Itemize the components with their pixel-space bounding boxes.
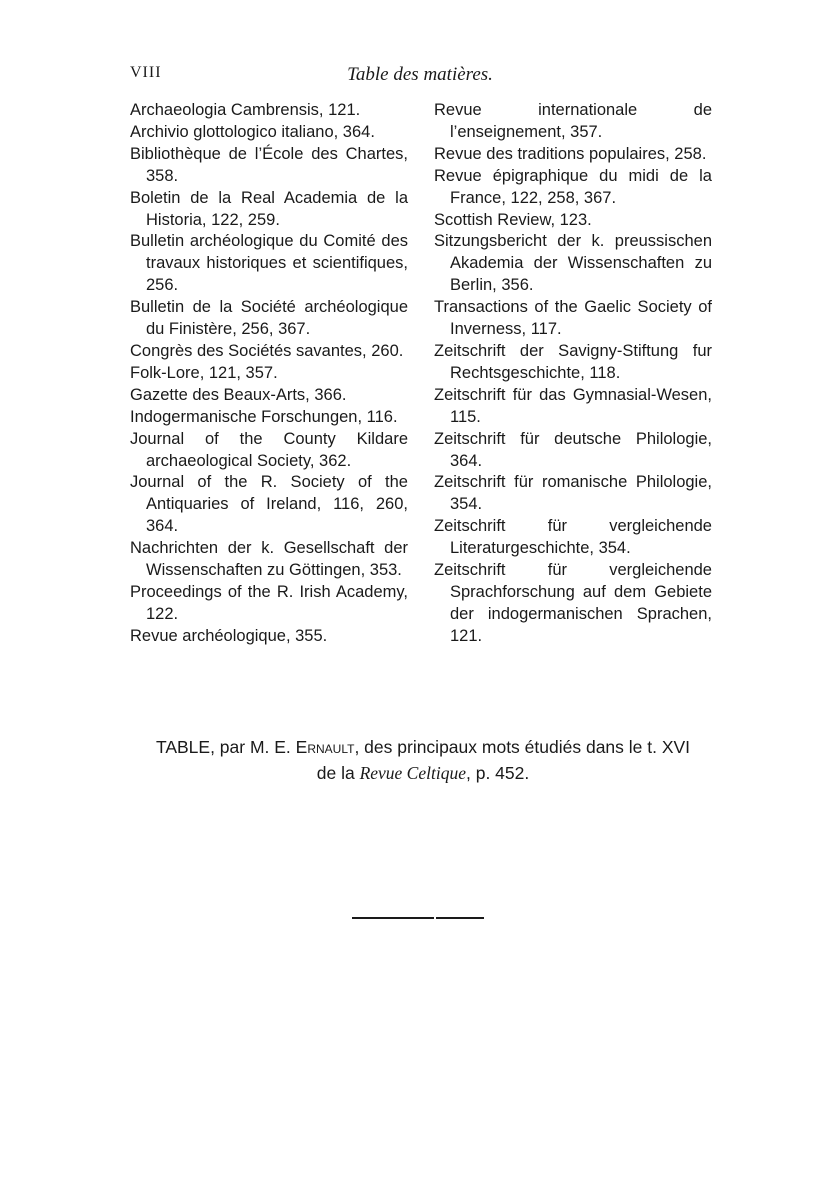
index-entry: Revue archéologique, 355.	[130, 626, 328, 645]
running-head	[130, 64, 710, 88]
table-note-author: Ernault	[295, 737, 355, 757]
table-note	[128, 734, 718, 786]
index-entry: Boletin de la Real Academia de la Historia, 122, 259.	[130, 188, 408, 229]
table-note-line-1	[128, 734, 718, 760]
index-entry: Indogermanische Forschungen, 116.	[130, 407, 398, 426]
index-entry: Nachrichten der k. Gesellschaft der Wissenschaften zu Göttingen, 353.	[130, 539, 408, 580]
index-entry: Revue épigraphique du midi de la France, 122, 258, 367.	[434, 166, 712, 207]
index-entry: Bulletin archéologique du Comité des travaux historiques et scientifiques, 256.	[130, 232, 408, 295]
left-column	[130, 100, 408, 648]
index-entry: Revue des traditions populaires, 258.	[434, 144, 707, 163]
index-entry: Congrès des Sociétés savantes, 260.	[130, 341, 404, 360]
table-note-middle: , des principaux mots étudiés dans le t. XVI	[354, 737, 691, 757]
index-entry: Sitzungsbericht der k. preussischen Akademia der Wissenschaften zu Berlin, 356.	[434, 232, 712, 295]
index-entry: Bibliothèque de l’École des Chartes, 358.	[130, 144, 408, 185]
index-entry: Archivio glottologico italiano, 364.	[130, 122, 375, 141]
table-note-journal: Revue Celtique	[359, 763, 466, 783]
index-entry: Archaeologia Cambrensis, 121.	[130, 101, 361, 119]
index-entry: Zeitschrift für vergleichende Literaturgeschichte, 354.	[434, 517, 712, 558]
table-note-line2-prefix: de la	[316, 763, 360, 783]
index-entry: Folk-Lore, 121, 357.	[130, 363, 278, 382]
index-entry: Zeitschrift für romanische Philologie, 354.	[434, 473, 712, 514]
index-entry: Journal of the R. Society of the Antiquaries of Ireland, 116, 260, 364.	[130, 473, 408, 536]
divider-rule	[436, 917, 484, 919]
right-column	[434, 100, 712, 648]
index-entry: Bulletin de la Société archéologique du Finistère, 256, 367.	[130, 298, 408, 339]
index-entry: Transactions of the Gaelic Society of Inverness, 117.	[434, 298, 712, 339]
index-entry: Scottish Review, 123.	[434, 210, 592, 229]
index-entry: Zeitschrift für vergleichende Sprachforschung auf dem Gebiete der indogermanischen Sprachen, 121.	[434, 561, 712, 645]
running-title: Table des matières.	[347, 64, 493, 85]
index-entry: Zeitschrift für das Gymnasial-Wesen, 115.	[434, 385, 712, 426]
table-note-prefix: TABLE, par M. E.	[155, 737, 296, 757]
index-entry: Gazette des Beaux-Arts, 366.	[130, 385, 347, 404]
index-entry: Zeitschrift für deutsche Philologie, 364.	[434, 429, 712, 470]
index-entry: Zeitschrift der Savigny-Stiftung fur Rechtsgeschichte, 118.	[434, 341, 712, 382]
table-note-line2-suffix: , p. 452.	[465, 763, 530, 783]
index-entry: Revue internationale de l’enseignement, 357.	[434, 101, 712, 141]
index-entry: Proceedings of the R. Irish Academy, 122.	[130, 582, 408, 623]
table-note-line-2	[128, 760, 718, 786]
divider-rule	[352, 917, 434, 919]
page-number: VIII	[130, 64, 162, 81]
index-entry: Journal of the County Kildare archaeological Society, 362.	[130, 429, 408, 470]
